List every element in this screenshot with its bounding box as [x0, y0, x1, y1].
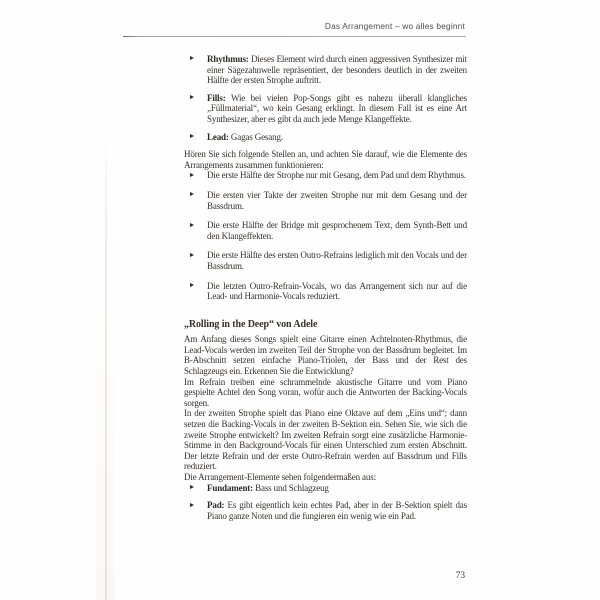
list-item — [184, 220, 467, 241]
page-number: 73 — [455, 571, 465, 581]
list-item — [184, 250, 467, 271]
text-column — [184, 54, 467, 521]
list-item-fundament — [184, 483, 467, 494]
triangle-bullet-icon — [190, 192, 194, 196]
item-text: Die erste Hälfte des ersten Outro-Refrains lediglich mit den Vocals und der Bassdrum. — [207, 250, 467, 271]
triangle-bullet-icon — [190, 134, 194, 138]
item-text: Bass und Schlagzeug — [255, 482, 329, 493]
list-item-rhythmus — [184, 54, 467, 86]
triangle-bullet-icon — [190, 95, 194, 99]
item-text: Wie bei vielen Pop-Songs gibt es nahezu überall klangliches „Füllmaterial“, wo kein Gesang erklingt. In diesem Fall ist es eine Art Synthesizer, aber es gibt da auch jede Menge Klangeffekte. — [207, 92, 468, 124]
term-label: Fundament: — [207, 482, 254, 493]
listen-list — [184, 170, 467, 301]
header-title: Das Arrangement – wo alles beginnt — [324, 21, 465, 31]
section-heading: „Rolling in the Deep“ von Adele — [184, 318, 318, 330]
list-item — [184, 281, 467, 302]
item-text: Die erste Hälfte der Strophe nur mit Gesang, dem Pad und dem Rhythmus. — [207, 170, 466, 181]
item-text: Dieses Element wird durch einen aggressiven Synthesizer mit einer Sägezahnwelle repräsentiert, der besonders deutlich in der zweiten Hälfte der ersten Strophe auftritt. — [207, 54, 467, 86]
intro-paragraph: Hören Sie sich folgende Stellen an, und achten Sie darauf, wie die Elemente des Arrangements zusammen funktionieren: — [184, 149, 467, 170]
term-label: Lead: — [207, 131, 229, 142]
triangle-bullet-icon — [190, 173, 194, 177]
body-paragraph: Die Arrangement-Elemente sehen folgendermaßen aus: — [184, 472, 376, 482]
header-rule — [123, 36, 466, 37]
triangle-bullet-icon — [190, 485, 194, 489]
item-text: Die ersten vier Takte der zweiten Strophe nur mit dem Gesang und der Bassdrum. — [207, 189, 467, 211]
term-label: Rhythmus: — [207, 54, 249, 64]
triangle-bullet-icon — [190, 283, 194, 287]
item-text: Gagas Gesang. — [230, 131, 283, 142]
item-text: Die letzten Outro-Refrain-Vocals, wo das Arrangement sich nur auf die Lead- und Harmonie-Vocals reduziert. — [207, 280, 467, 302]
running-header — [123, 0, 466, 40]
list-item-pad — [184, 500, 467, 521]
list-item — [184, 190, 467, 211]
term-label: Pad: — [207, 500, 225, 511]
list-item-lead — [184, 132, 467, 143]
list-item — [184, 170, 467, 181]
item-text: Die erste Hälfte der Bridge mit gesprochenem Text, dem Synth-Bett und den Klangeffekten. — [207, 220, 467, 241]
triangle-bullet-icon — [190, 223, 194, 227]
body-paragraph: Im Refrain treiben eine schrammelnde akustische Gitarre und vom Piano gespielte Achtel den Song voran, wofür auch die Antworten der Backing-Vocals sorgen. — [184, 376, 467, 408]
triangle-bullet-icon — [190, 253, 194, 257]
term-label: Fills: — [207, 92, 226, 103]
list-item-fills — [184, 93, 467, 125]
gutter-crease — [105, 130, 107, 600]
body-paragraph: Am Anfang dieses Songs spielt eine Gitarre einen Achtelnoten-Rhythmus, die Lead-Vocals werden im zweiten Teil der Strophe von der Bassdrum begleitet. Im B-Abschnitt setzen einfache Piano-Triolen, der Bass und der Rest des Schlagzeugs ein. Erkennen Sie die Entwicklung? — [184, 334, 467, 377]
triangle-bullet-icon — [190, 503, 194, 507]
body-paragraph: In der zweiten Strophe spielt das Piano eine Oktave auf dem „Eins und“; dann setzen die Backing-Vocals in der zweiten B-Sektion ein. Sehen Sie, wie sich die zweite Strophe entwickelt? Im zweiten Refrain sorgt eine zusätzliche Harmonie-Stimme in den Background-Vocals für einen Unterschied zum ersten Abschnitt. Der letzte Refrain und der erste Outro-Refrain werden auf Bassdrum und Fills reduziert. — [184, 408, 467, 472]
triangle-bullet-icon — [190, 56, 194, 60]
item-text: Es gibt eigentlich kein echtes Pad, aber in der B-Sektion spielt das Piano ganze Noten und die fungieren ein wenig wie ein Pad. — [207, 500, 467, 521]
